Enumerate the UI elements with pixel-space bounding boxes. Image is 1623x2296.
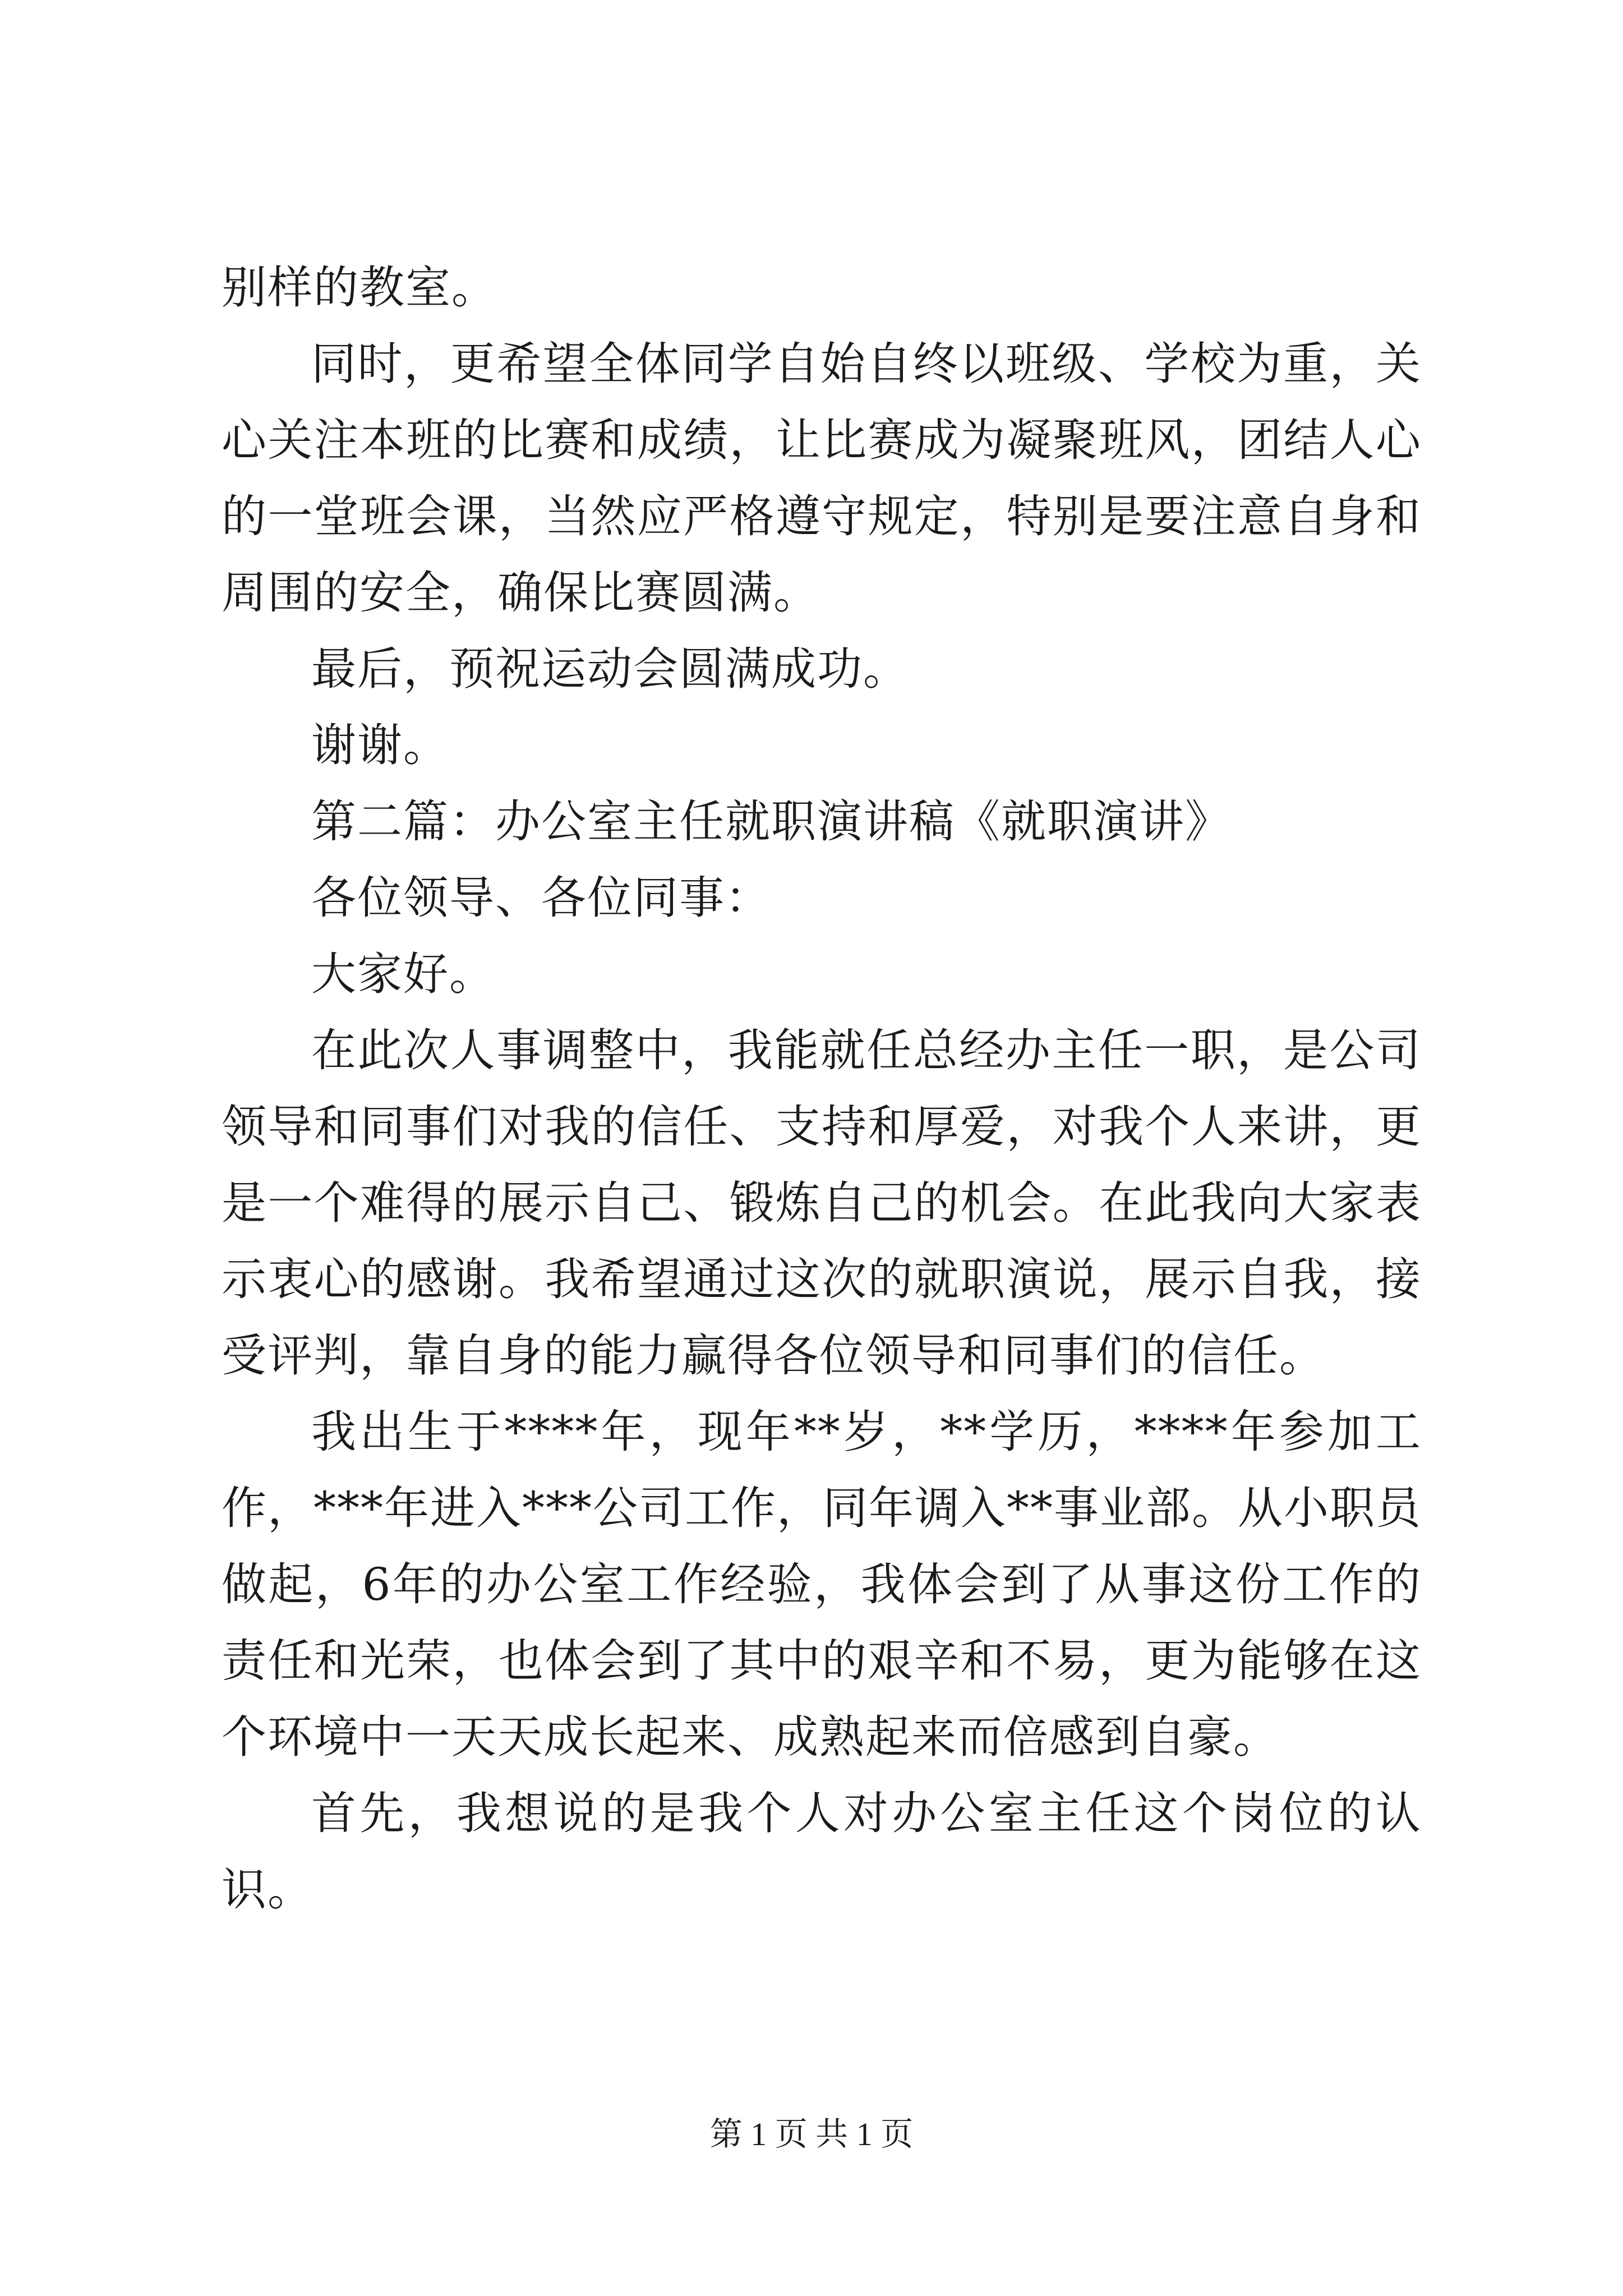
paragraph-background: 我出生于****年，现年**岁，**学历，****年参加工作，***年进入***公司工作，同年调入**事业部。从小职员做起，6年的办公室工作经验，我体会到了从事这份工作的责任和光荣，也体会到了其中的艰辛和不易，更为能够在这个环境中一天天成长起来、成熟起来而倍感到自豪。 (222, 1406, 1422, 1763)
paragraph-continuation: 别样的教室。 (222, 261, 497, 314)
document-body (222, 250, 1422, 1928)
section-heading: 第二篇：办公室主任就职演讲稿《就职演讲》 (311, 795, 1231, 848)
paragraph-appointment: 在此次人事调整中，我能就任总经办主任一职，是公司领导和同事们对我的信任、支持和厚爱，对我个人来讲，更是一个难得的展示自己、锻炼自己的机会。在此我向大家表示衷心的感谢。我希望通过这次的就职演说，展示自我，接受评判，靠自身的能力赢得各位领导和同事们的信任。 (222, 1024, 1422, 1382)
paragraph-wish: 最后，预祝运动会圆满成功。 (311, 643, 909, 695)
paragraph-class-spirit: 同时，更希望全体同学自始自终以班级、学校为重，关心关注本班的比赛和成绩，让比赛成为凝聚班风，团结人心的一堂班会课，当然应严格遵守规定，特别是要注意自身和周围的安全，确保比赛圆满。 (222, 338, 1422, 619)
paragraph-greeting: 大家好。 (311, 948, 495, 1000)
page-footer: 第 1 页 共 1 页 (709, 2116, 914, 2152)
paragraph-salutation: 各位领导、各位同事： (311, 872, 771, 924)
paragraph-understanding: 首先，我想说的是我个人对办公室主任这个岗位的认识。 (222, 1787, 1422, 1916)
paragraph-thanks: 谢谢。 (311, 719, 449, 771)
